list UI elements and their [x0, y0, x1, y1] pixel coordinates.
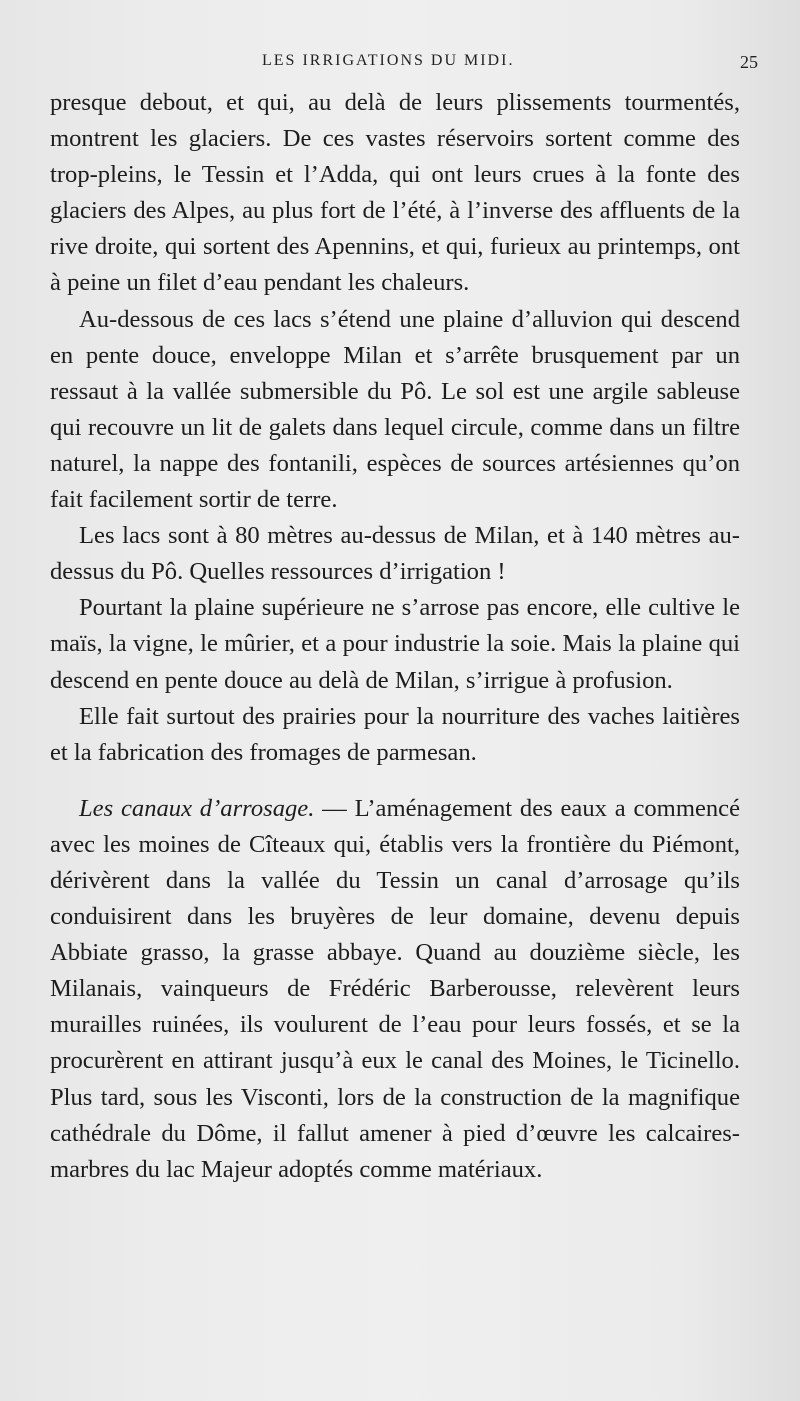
running-title: LES IRRIGATIONS DU MIDI. [262, 52, 515, 69]
running-head [0, 52, 800, 78]
paragraph-4: Pourtant la plaine supérieure ne s’arrose pas encore, elle cultive le maïs, la vigne, le mûrier, et a pour industrie la soie. Mais la plaine qui descend en pente douce au delà de Milan, s’irrigue à profusion. [50, 594, 740, 694]
body-text [50, 85, 740, 1188]
section-text: — L’aménagement des eaux a commencé avec les moines de Cîteaux qui, établis vers la frontière du Piémont, dérivèrent dans la vallée du Tessin un canal d’arrosage qu’ils conduisirent dans les bruyères de leur domaine, devenu depuis Abbiate grasso, la grasse abbaye. Quand au douzième siècle, les Milanais, vainqueurs de Frédéric Barberousse, relevèrent leurs murailles ruinées, ils voulurent de l’eau pour leurs fossés, et se la procurèrent en attirant jusqu’à eux le canal des Moines, le Ticinello. Plus tard, sous les Visconti, lors de la construction de la magnifique cathédrale du Dôme, il fallut amener à pied d’œuvre les calcaires-marbres du lac Majeur adoptés comme matériaux. [50, 794, 740, 1183]
paragraph-2: Au-dessous de ces lacs s’étend une plaine d’alluvion qui descend en pente douce, enveloppe Milan et s’arrête brusquement par un ressaut à la vallée submersible du Pô. Le sol est une argile sableuse qui recouvre un lit de galets dans lequel circule, comme dans un filtre naturel, la nappe des fontanili, espèces de sources artésiennes qu’on fait facilement sortir de terre. [50, 305, 740, 514]
paragraph-1: presque debout, et qui, au delà de leurs plissements tourmentés, montrent les glaciers. De ces vastes réservoirs sortent comme des trop-pleins, le Tessin et l’Adda, qui ont leurs crues à la fonte des glaciers des Alpes, au plus fort de l’été, à l’inverse des affluents de la rive droite, qui sortent des Apennins, et qui, furieux au printemps, ont à peine un filet d’eau pendant les chaleurs. [50, 89, 740, 297]
page-number: 25 [740, 52, 758, 72]
paragraph-5: Elle fait surtout des prairies pour la nourriture des vaches laitières et la fabrication des fromages de parmesan. [50, 702, 740, 766]
section-title: Les canaux d’arrosage. [79, 794, 315, 822]
paragraph-3: Les lacs sont à 80 mètres au-dessus de Milan, et à 140 mètres au-dessus du Pô. Quelles ressources d’irrigation ! [50, 522, 740, 586]
section-paragraph [50, 791, 740, 1188]
